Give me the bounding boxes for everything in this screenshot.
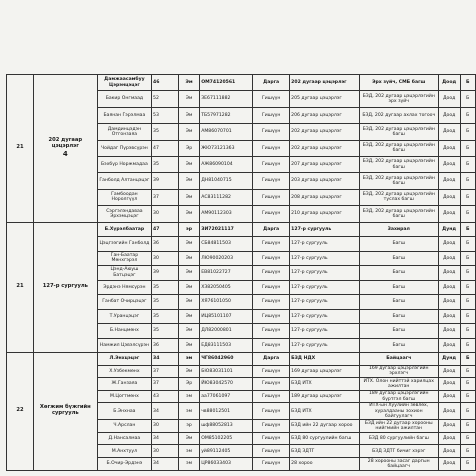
table-cell: 210 дугаар цэцэрлэг — [290, 206, 360, 222]
table-cell: Доод — [438, 309, 460, 324]
table-cell: Доод — [438, 124, 460, 140]
table-cell: 34 — [152, 353, 179, 366]
table-cell: эм — [178, 458, 199, 471]
table-cell: Захирал — [359, 222, 438, 237]
table-cell: Доод — [438, 365, 460, 378]
table-cell: Б — [460, 251, 476, 266]
table-cell: Гишүүн — [253, 124, 290, 140]
table-cell: Эм — [178, 173, 199, 189]
table-cell: 37 — [152, 189, 179, 205]
table-cell: М.Анхтуул — [97, 445, 151, 458]
table-cell: 34 — [152, 432, 179, 445]
table-cell: чв88012501 — [200, 403, 253, 420]
table-cell: 127-р сургууль — [290, 266, 360, 281]
table-cell: Эрдэнэ Нямсүрэн — [97, 280, 151, 295]
table-cell: Эм — [178, 266, 199, 281]
table-cell: эм — [178, 353, 199, 366]
table-cell: БЗД, 202 дугаар цэцэрлэгийн туслах багш — [359, 189, 438, 205]
group-name: 127-р сургууль — [42, 283, 88, 290]
table-cell: Багш — [359, 266, 438, 281]
table-cell: Б — [460, 173, 476, 189]
table-cell: 127-р сургууль — [290, 295, 360, 310]
table-cell: эр — [178, 420, 199, 433]
table-cell: Доод — [438, 107, 460, 123]
table-cell: Гишүүн — [253, 206, 290, 222]
table-cell: ЧГ86042960 — [200, 353, 253, 366]
table-cell: 127-р сургууль — [290, 309, 360, 324]
table-cell: Доод — [438, 324, 460, 339]
table-cell: Доод — [438, 295, 460, 310]
table-cell: БЗД ЗДТГ — [290, 445, 360, 458]
table-cell: Эм — [178, 324, 199, 339]
table-cell: Эм — [178, 189, 199, 205]
table-cell: 30 — [152, 445, 179, 458]
table-cell: ЙЮ83042570 — [200, 378, 253, 391]
table-cell: Б — [460, 309, 476, 324]
table-cell: Гишүүн — [253, 156, 290, 172]
table-cell: Эм — [178, 75, 199, 91]
table-cell: Б — [460, 378, 476, 391]
table-cell: БЗД ийн 22 дугаар хороо — [290, 420, 360, 433]
table-cell: Доод — [438, 420, 460, 433]
table-cell: Эм — [178, 309, 199, 324]
table-cell: БЗД ИТХ — [290, 378, 360, 391]
table-cell: эм — [178, 390, 199, 403]
table-cell: эр — [178, 222, 199, 237]
table-cell: ИТХ-ын Хуулийн зөвлөх, хуралдааны зохион байгуулагч — [359, 403, 438, 420]
table-cell: Гишүүн — [253, 173, 290, 189]
table-cell: 30 — [152, 251, 179, 266]
table-cell: Б — [460, 420, 476, 433]
table-cell: М.Цогтмөнх — [97, 390, 151, 403]
table-cell: Эр — [178, 140, 199, 156]
table-cell: 36 — [152, 338, 179, 353]
table-cell: Б — [460, 353, 476, 366]
table-cell: Б.Хүрэлбаатар — [97, 222, 151, 237]
table-cell: Эм — [178, 432, 199, 445]
table-cell: БЗД, 202 дугаар цэцэрлэгийн эрх зүйч — [359, 91, 438, 107]
table-cell: Гишүүн — [253, 390, 290, 403]
table-cell: Б — [460, 189, 476, 205]
table-cell: Сэргэлэндаваа Эрхэмцэцэг — [97, 206, 151, 222]
table-cell: ЗЕ67111882 — [200, 91, 253, 107]
table-cell: Багш — [359, 338, 438, 353]
table-cell: 127-р сургууль — [290, 251, 360, 266]
table-cell: Б — [460, 156, 476, 172]
table-cell: Эм — [178, 107, 199, 123]
table-cell: 127-р сургууль — [290, 237, 360, 252]
table-cell: БЗД, 202 дугаар цэцэрлэгийн багш — [359, 173, 438, 189]
group-name: 202 дугаар цэцэрлэг — [48, 137, 83, 150]
table-cell: АМ86070701 — [200, 124, 253, 140]
table-cell: Б — [460, 338, 476, 353]
table-cell: 127-р сургууль — [290, 338, 360, 353]
table-cell: Х.Узбекмөнх — [97, 365, 151, 378]
table-cell: Гишүүн — [253, 140, 290, 156]
table-cell: ДН81040715 — [200, 173, 253, 189]
table-cell: 127-р сургууль — [290, 280, 360, 295]
table-cell: Доод — [438, 189, 460, 205]
group-header-row — [7, 75, 476, 91]
table-cell: Доод — [438, 432, 460, 445]
table-cell: БЗД ЗДТГ бичиг хэрэг — [359, 445, 438, 458]
table-cell: Гишүүн — [253, 445, 290, 458]
table-cell: Эм — [178, 156, 199, 172]
table-cell: Доод — [438, 173, 460, 189]
table-cell: Б — [460, 458, 476, 471]
table-cell: Доод — [438, 458, 460, 471]
table-cell: Ганбат Очирцэцэг — [97, 295, 151, 310]
table-cell: 189 дугаар цэцэрлэгийн бүртгэл багш — [359, 390, 438, 403]
table-cell: 37 — [152, 365, 179, 378]
table-cell: Эм — [178, 237, 199, 252]
table-cell: 47 — [152, 222, 179, 237]
table-cell: Гишүүн — [253, 280, 290, 295]
table-cell: Ч.Арслан — [97, 420, 151, 433]
table-cell: Д.Нансалмаа — [97, 432, 151, 445]
table-cell: АМ90112303 — [200, 206, 253, 222]
table-cell: Багш — [359, 295, 438, 310]
table-cell: Ж.Ганзаяа — [97, 378, 151, 391]
table-cell: Чойдаг Пүрэвсүрэн — [97, 140, 151, 156]
table-cell: аа77061097 — [200, 390, 253, 403]
table-cell: Гамбоодан Норолгүүл — [97, 189, 151, 205]
table-cell: 35 — [152, 309, 179, 324]
table-cell: Ган-Баатар Мөнхгэрэл — [97, 251, 151, 266]
group-number-cell: 22 — [7, 353, 34, 471]
table-cell: Дамжаасамбуу Цэрэнцэцэг — [97, 75, 151, 91]
table-cell: 203 дугаар цэцэрлэг — [290, 173, 360, 189]
table-cell: ДЛ82000801 — [200, 324, 253, 339]
table-cell: 206 дугаар цэцэрлэг — [290, 107, 360, 123]
table-cell: ЕВ81022727 — [200, 266, 253, 281]
table-cell: БЗД, 202 дугаар ахлах тогооч — [359, 107, 438, 123]
table-cell: Гишүүн — [253, 309, 290, 324]
table-cell: ХЯ76101050 — [200, 295, 253, 310]
group-header-row — [7, 222, 476, 237]
table-cell: ЗИ72021117 — [200, 222, 253, 237]
group-header-row — [7, 353, 476, 366]
table-cell: 30 — [152, 206, 179, 222]
table-cell: Б — [460, 295, 476, 310]
table-cell: 34 — [152, 403, 179, 420]
table-cell: БЗД, 202 дугаар цэцэрлэгийн багш — [359, 124, 438, 140]
table-cell: Гишүүн — [253, 458, 290, 471]
table-cell: Доод — [438, 91, 460, 107]
group-name-cell — [33, 353, 97, 471]
table-cell: БЗД 80 сургуулийн багш — [359, 432, 438, 445]
table-cell: ХЗ82050405 — [200, 280, 253, 295]
table-cell: Доод — [438, 266, 460, 281]
table-cell: Б — [460, 280, 476, 295]
table-cell: 34 — [152, 458, 179, 471]
table-cell: 207 дугаар цэцэрлэг — [290, 156, 360, 172]
table-cell: ЛЮ90020203 — [200, 251, 253, 266]
table-cell: шф88052813 — [200, 420, 253, 433]
table-cell: Бакир Онгмаад — [97, 91, 151, 107]
table-cell: Б — [460, 75, 476, 91]
group-name: Хөгжим бүжгийн сургууль — [39, 404, 91, 417]
table-cell: БЮ83031101 — [200, 365, 253, 378]
table-cell: Доод — [438, 251, 460, 266]
table-cell: Байцаагч — [359, 353, 438, 366]
table-cell: Б — [460, 324, 476, 339]
table-cell: Гишүүн — [253, 420, 290, 433]
table-cell: Б — [460, 403, 476, 420]
table-cell: Доод — [438, 280, 460, 295]
table-cell: 205 дугаар цэцэрлэг — [290, 91, 360, 107]
table-cell: 169 дугаар цэцэрлэгийн эрхлэгч — [359, 365, 438, 378]
table-cell: Гишүүн — [253, 338, 290, 353]
table-cell: Эм — [178, 280, 199, 295]
table-cell: Эр — [178, 378, 199, 391]
table-cell: Цэнд-Аюуш Батцэцэг — [97, 266, 151, 281]
table-cell: БЗД 80 сургуулийн багш — [290, 432, 360, 445]
table-cell: Доод — [438, 156, 460, 172]
table-cell: ЦР86033403 — [200, 458, 253, 471]
table-cell: Эм — [178, 365, 199, 378]
table-cell: Доод — [438, 445, 460, 458]
table-cell: Гишүүн — [253, 189, 290, 205]
table-cell: Доод — [438, 403, 460, 420]
table-cell: 36 — [152, 237, 179, 252]
table-cell: Б — [460, 124, 476, 140]
table-cell: 28 хороо — [290, 458, 360, 471]
table-cell: ИЦ85101107 — [200, 309, 253, 324]
table-cell: Эрх зүйч, СМБ багш — [359, 75, 438, 91]
group-number-cell: 21 — [7, 222, 34, 353]
table-cell: Намжил Цэвэлсүрэн — [97, 338, 151, 353]
table-cell: БЗД, 202 дугаар цэцэрлэгийн багш — [359, 140, 438, 156]
table-cell: 39 — [152, 173, 179, 189]
table-cell: Доод — [438, 140, 460, 156]
table-cell: Гишүүн — [253, 266, 290, 281]
table-cell: Л.Энхцэцэг — [97, 353, 151, 366]
table-cell: Бэхбүр Норжмадаа — [97, 156, 151, 172]
table-cell: Дарга — [253, 353, 290, 366]
table-cell: 39 — [152, 266, 179, 281]
table-cell: ИТХ. Олон нийттэй харилцах ажилтан — [359, 378, 438, 391]
table-cell: 127-р сургууль — [290, 222, 360, 237]
table-cell: Эм — [178, 338, 199, 353]
table-cell: Гишүүн — [253, 237, 290, 252]
table-cell: ОМ74120561 — [200, 75, 253, 91]
table-cell: Доод — [438, 378, 460, 391]
table-cell: Б — [460, 390, 476, 403]
table-cell: 35 — [152, 295, 179, 310]
group-name-cell — [33, 75, 97, 223]
table-cell: 28 хорооны засаг даргын байцаагч — [359, 458, 438, 471]
table-cell: Б.Очир-Эрдэнэ — [97, 458, 151, 471]
table-cell: 37 — [152, 378, 179, 391]
table-cell: ЕД83111503 — [200, 338, 253, 353]
table-cell: Б — [460, 445, 476, 458]
group-name-cell — [33, 222, 97, 353]
table-cell: 53 — [152, 107, 179, 123]
table-cell: Эм — [178, 251, 199, 266]
table-cell: 208 дугаар цэцэрлэг — [290, 189, 360, 205]
table-cell: 47 — [152, 140, 179, 156]
table-cell: Б — [460, 107, 476, 123]
table-cell: 202 дугаар цэцэрлэг — [290, 124, 360, 140]
table-cell: БЗД ийн 22 дугаар хорооны нийгмийн ажилтан — [359, 420, 438, 433]
table-cell: АЖ86090104 — [200, 156, 253, 172]
table-cell: Дарга — [253, 222, 290, 237]
table-cell: 169 дугаар цэцэрлэг — [290, 365, 360, 378]
table-cell: Б — [460, 222, 476, 237]
table-cell: Б — [460, 237, 476, 252]
table-cell: Гишүүн — [253, 107, 290, 123]
table-cell: СБ84811503 — [200, 237, 253, 252]
table-cell: Эм — [178, 295, 199, 310]
table-cell: Б — [460, 266, 476, 281]
table-cell: 35 — [152, 280, 179, 295]
table-cell: 35 — [152, 124, 179, 140]
table-cell: 127-р сургууль — [290, 324, 360, 339]
table-cell: 46 — [152, 75, 179, 91]
members-table — [6, 74, 476, 471]
table-cell: Б — [460, 365, 476, 378]
table-cell: эм — [178, 445, 199, 458]
table-cell: Баянан Гэрэлмаа — [97, 107, 151, 123]
table-cell: БЗД НДХ — [290, 353, 360, 366]
table-cell: 35 — [152, 156, 179, 172]
table-cell: 202 дугаар цэцэрлэг — [290, 75, 360, 91]
table-cell: БЗД, 202 дугаар цэцэрлэгийн багш — [359, 156, 438, 172]
table-cell: БЗД, 202 дугаар цэцэрлэгийн багш — [359, 206, 438, 222]
table-cell: Б — [460, 91, 476, 107]
table-cell: Доод — [438, 338, 460, 353]
table-cell: Эм — [178, 206, 199, 222]
table-cell: Доод — [438, 390, 460, 403]
table-cell: Багш — [359, 309, 438, 324]
table-cell: Гишүүн — [253, 365, 290, 378]
table-cell: ЖЮ73121363 — [200, 140, 253, 156]
table-cell: Б — [460, 206, 476, 222]
table-cell: Ганболд Алтанцэцэг — [97, 173, 151, 189]
table-cell: Дунд — [438, 222, 460, 237]
table-cell: Б.Энхнаа — [97, 403, 151, 420]
table-cell: 202 дугаар цэцэрлэг — [290, 140, 360, 156]
table-cell: АС83111282 — [200, 189, 253, 205]
table-cell: Эм — [178, 91, 199, 107]
table-cell: Гишүүн — [253, 432, 290, 445]
table-cell: Б — [460, 432, 476, 445]
table-cell: 43 — [152, 390, 179, 403]
table-cell: Багш — [359, 251, 438, 266]
table-cell: БЗД ИТХ — [290, 403, 360, 420]
table-cell: 30 — [152, 420, 179, 433]
table-cell: Гишүүн — [253, 91, 290, 107]
table-cell: Дамдинцэдэн Отгонзаяа — [97, 124, 151, 140]
table-cell: Эм — [178, 124, 199, 140]
table-cell: Гишүүн — [253, 295, 290, 310]
table-cell: Багш — [359, 324, 438, 339]
table-cell: Дунд — [438, 353, 460, 366]
group-number-cell: 21 — [7, 75, 34, 223]
table-cell: 52 — [152, 91, 179, 107]
table-cell: Цэцгээгийн Ганболд — [97, 237, 151, 252]
table-cell: Б — [460, 140, 476, 156]
table-cell: Б.Нанцмөнх — [97, 324, 151, 339]
table-cell: Гишүүн — [253, 324, 290, 339]
table-cell: ОМ85102205 — [200, 432, 253, 445]
table-cell: уй89112405 — [200, 445, 253, 458]
table-cell: Т.Уранцэцэг — [97, 309, 151, 324]
table-cell: Багш — [359, 237, 438, 252]
table-cell: 35 — [152, 324, 179, 339]
table-cell: Доод — [438, 237, 460, 252]
table-cell: Гишүүн — [253, 378, 290, 391]
table-cell: ТБ57971282 — [200, 107, 253, 123]
handwritten-mark: 4 — [62, 150, 68, 159]
table-cell: Доод — [438, 206, 460, 222]
table-cell: Дарга — [253, 75, 290, 91]
table-cell: эм — [178, 403, 199, 420]
table-cell: Гишүүн — [253, 403, 290, 420]
table-cell: Багш — [359, 280, 438, 295]
table-cell: 189 дугаар цэцэрлэг — [290, 390, 360, 403]
table-cell: Гишүүн — [253, 251, 290, 266]
table-cell: Доод — [438, 75, 460, 91]
